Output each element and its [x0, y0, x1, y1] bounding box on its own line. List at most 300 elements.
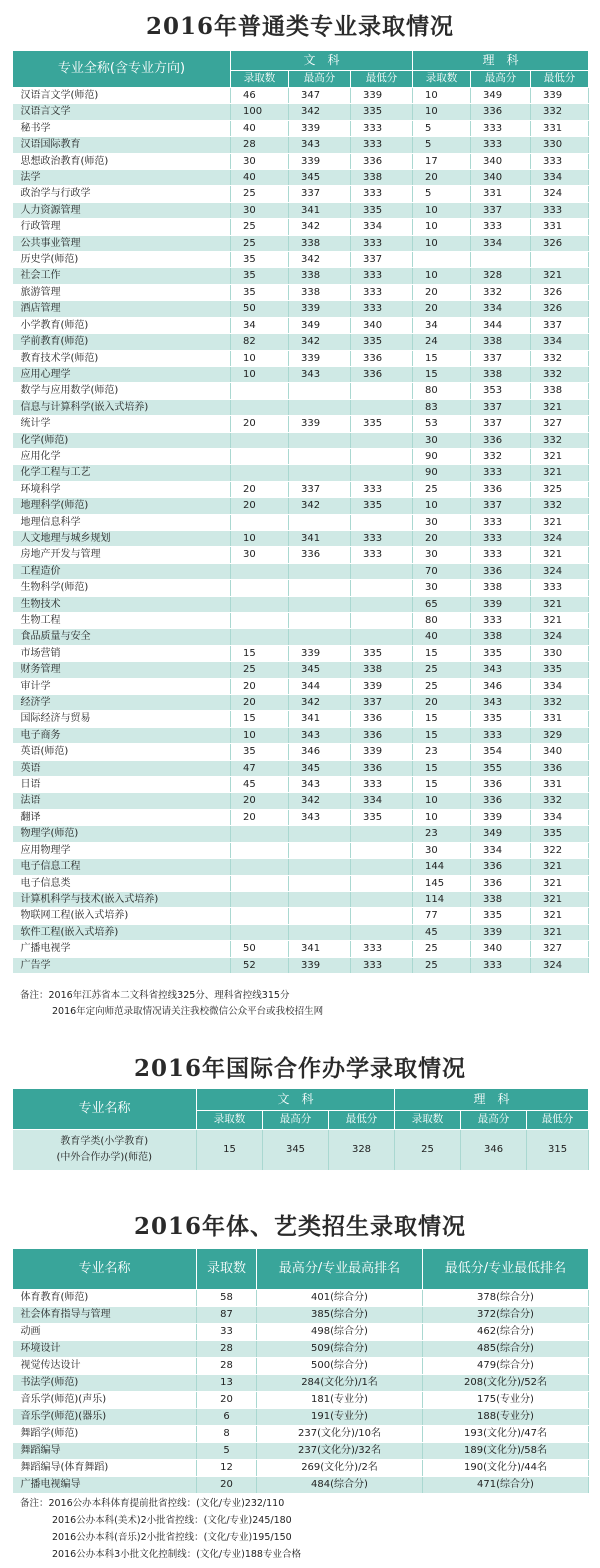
cell-value: 342 [289, 793, 351, 809]
cell-value: 327 [531, 416, 589, 432]
table-row [13, 366, 589, 382]
table-row [13, 1392, 589, 1409]
cell-major: 舞蹈学(师范) [13, 1426, 197, 1443]
cell-major: 电子信息类 [13, 875, 231, 891]
cell-value [351, 826, 413, 842]
cell-value: 80 [413, 383, 471, 399]
cell-value: 40 [413, 629, 471, 645]
cell-value: 15 [231, 711, 289, 727]
cell-value: 333 [471, 219, 531, 235]
cell-value [351, 465, 413, 481]
table-row [13, 859, 589, 875]
cell-value: 339 [351, 88, 413, 104]
cell-value [351, 859, 413, 875]
cell-value [289, 563, 351, 579]
cell-major: 汉语言文学(师范) [13, 88, 231, 104]
cell-value: 332 [531, 793, 589, 809]
cell-value: 325 [531, 481, 589, 497]
cell-value: 332 [531, 695, 589, 711]
table-row [13, 448, 589, 464]
cell-value: 10 [231, 366, 289, 382]
cell-value: 335 [351, 104, 413, 120]
cell-value: 10 [413, 498, 471, 514]
cell-value: 332 [471, 448, 531, 464]
cell-value: 193(文化分)/47名 [423, 1426, 589, 1443]
header-wen: 文 科 [231, 51, 413, 71]
cell-value: 331 [471, 186, 531, 202]
table-row [13, 695, 589, 711]
cell-value: 343 [471, 695, 531, 711]
cell-value: 321 [531, 547, 589, 563]
cell-value: 50 [231, 941, 289, 957]
cell-major: 公共事业管理 [13, 235, 231, 251]
cell-value: 333 [351, 481, 413, 497]
cell-value [351, 842, 413, 858]
cell-value: 175(专业分) [423, 1392, 589, 1409]
table-row [13, 596, 589, 612]
cell-value: 23 [413, 826, 471, 842]
cell-value: 10 [413, 104, 471, 120]
cell-value: 334 [531, 809, 589, 825]
cell-value: 20 [231, 695, 289, 711]
cell-value: 385(综合分) [257, 1307, 423, 1324]
cell-value: 335 [471, 908, 531, 924]
cell-value [231, 514, 289, 530]
cell-value: 338 [471, 366, 531, 382]
table-row [13, 547, 589, 563]
cell-value [231, 563, 289, 579]
major-line-2: (中外合作办学)(师范) [56, 1152, 153, 1163]
cell-value: 333 [351, 957, 413, 973]
cell-value: 336 [471, 875, 531, 891]
cell-value: 336 [471, 563, 531, 579]
cell-value [471, 252, 531, 268]
cell-value [231, 596, 289, 612]
cell-value: 321 [531, 448, 589, 464]
table-row [13, 1358, 589, 1375]
cell-value: 349 [471, 88, 531, 104]
cell-value: 329 [531, 727, 589, 743]
cell-value [351, 596, 413, 612]
cell-value: 191(专业分) [257, 1409, 423, 1426]
table-row [13, 498, 589, 514]
cell-major: 行政管理 [13, 219, 231, 235]
cell-major: 化学工程与工艺 [13, 465, 231, 481]
cell-value: 336 [351, 350, 413, 366]
cell-value: 333 [531, 202, 589, 218]
table-row [13, 760, 589, 776]
cell-major: 广告学 [13, 957, 231, 973]
cell-value: 337 [351, 252, 413, 268]
cell-major: 历史学(师范) [13, 252, 231, 268]
subheader-2: 最低分 [351, 70, 413, 87]
cell-value: 336 [351, 366, 413, 382]
cell-value: 46 [231, 88, 289, 104]
table-row [13, 252, 589, 268]
cell-value: 65 [413, 596, 471, 612]
cell-value: 5 [413, 186, 471, 202]
cell-major: 社会体育指导与管理 [13, 1307, 197, 1324]
cell-value: 33 [197, 1324, 257, 1341]
cell-value: 353 [471, 383, 531, 399]
cell-value: 340 [351, 317, 413, 333]
cell-value: 25 [413, 941, 471, 957]
cell-major: 人力资源管理 [13, 202, 231, 218]
cell-value: 338 [351, 662, 413, 678]
cell-value [351, 432, 413, 448]
table-row [13, 334, 589, 350]
major-line-1: 教育学类(小学教育) [60, 1136, 149, 1147]
cell-value: 333 [351, 268, 413, 284]
cell-value: 10 [413, 809, 471, 825]
note-line: 备注：2016公办本科体育提前批省控线：(文化/专业)232/110 [20, 1498, 285, 1509]
cell-value: 15 [413, 777, 471, 793]
cell-value: 509(综合分) [257, 1341, 423, 1358]
cell-value: 188(专业分) [423, 1409, 589, 1426]
cell-value: 145 [413, 875, 471, 891]
cell-value: 35 [231, 268, 289, 284]
cell-value: 342 [289, 334, 351, 350]
cell-value: 333 [531, 153, 589, 169]
cell-value: 10 [413, 219, 471, 235]
table-row [13, 1341, 589, 1358]
table-row [13, 514, 589, 530]
cell-value: 344 [289, 678, 351, 694]
cell-value: 47 [231, 760, 289, 776]
cell-value: 334 [471, 301, 531, 317]
table-row [13, 284, 589, 300]
header-li: 理 科 [395, 1089, 589, 1111]
cell-value: 331 [531, 777, 589, 793]
cell-value: 17 [413, 153, 471, 169]
cell-value: 335 [351, 416, 413, 432]
cell-value: 334 [531, 334, 589, 350]
cell-value [289, 891, 351, 907]
cell-major: 日语 [13, 777, 231, 793]
cell-value: 333 [351, 186, 413, 202]
cell-value: 20 [231, 809, 289, 825]
subheader-1: 最高分 [289, 70, 351, 87]
cell-value [231, 448, 289, 464]
cell-major: 体育教育(师范) [13, 1290, 197, 1307]
cell-value: 15 [231, 645, 289, 661]
cell-value: 333 [351, 137, 413, 153]
table-row [13, 908, 589, 924]
cell-value: 333 [351, 547, 413, 563]
cell-major: 物联网工程(嵌入式培养) [13, 908, 231, 924]
cell-value: 333 [471, 120, 531, 136]
cell-value: 401(综合分) [257, 1290, 423, 1307]
note-line: 2016公办本科(音乐)2小批省控线：(文化/专业)195/150 [52, 1532, 292, 1543]
cell-value: 30 [413, 580, 471, 596]
cell-value: 340 [531, 744, 589, 760]
cell-value: 45 [231, 777, 289, 793]
cell-major: 舞蹈编导 [13, 1443, 197, 1460]
cell-value: 15 [413, 366, 471, 382]
cell-major: 工程造价 [13, 563, 231, 579]
cell-value: 338 [351, 170, 413, 186]
table-row [13, 777, 589, 793]
cell-value: 15 [413, 711, 471, 727]
cell-value: 190(文化分)/44名 [423, 1460, 589, 1477]
cell-value: 82 [231, 334, 289, 350]
cell-value: 189(文化分)/58名 [423, 1443, 589, 1460]
cell-value: 338 [289, 268, 351, 284]
cell-value: 338 [471, 580, 531, 596]
cell-value [231, 580, 289, 596]
cell-value: 335 [351, 202, 413, 218]
cell-value: 340 [471, 941, 531, 957]
cell-value: 30 [231, 153, 289, 169]
cell-major: 国际经济与贸易 [13, 711, 231, 727]
cell-major: 学前教育(师范) [13, 334, 231, 350]
cell-value [351, 875, 413, 891]
cell-value: 45 [413, 924, 471, 940]
cell-value [289, 399, 351, 415]
cell-value: 333 [471, 613, 531, 629]
cell-value: 333 [351, 941, 413, 957]
cell-value: 339 [471, 809, 531, 825]
cell-major: 英语(师范) [13, 744, 231, 760]
cell-value: 332 [471, 284, 531, 300]
cell-value: 324 [531, 530, 589, 546]
cell-value: 5 [413, 120, 471, 136]
cell-value: 355 [471, 760, 531, 776]
international-admission-table [12, 1088, 589, 1171]
cell-value: 345 [289, 662, 351, 678]
cell-value: 333 [351, 530, 413, 546]
cell-value: 321 [531, 596, 589, 612]
cell-major: 信息与计算科学(嵌入式培养) [13, 399, 231, 415]
cell-value: 345 [289, 170, 351, 186]
table-row [13, 875, 589, 891]
subheader-3: 录取数 [395, 1110, 461, 1129]
cell-major: 法语 [13, 793, 231, 809]
cell-value: 326 [531, 301, 589, 317]
cell-value: 25 [395, 1130, 461, 1171]
cell-value: 335 [471, 645, 531, 661]
cell-value: 13 [197, 1375, 257, 1392]
cell-value [231, 613, 289, 629]
cell-value: 333 [471, 465, 531, 481]
cell-major: 地理科学(师范) [13, 498, 231, 514]
section1-title: 2016年普通类专业录取情况 [145, 13, 454, 40]
cell-value: 90 [413, 448, 471, 464]
cell-value: 334 [351, 793, 413, 809]
cell-value: 335 [531, 826, 589, 842]
table-row [13, 580, 589, 596]
cell-value: 498(综合分) [257, 1324, 423, 1341]
cell-major: 数学与应用数学(师范) [13, 383, 231, 399]
cell-value: 30 [231, 202, 289, 218]
cell-value: 321 [531, 465, 589, 481]
cell-value: 15 [413, 727, 471, 743]
cell-value: 485(综合分) [423, 1341, 589, 1358]
cell-value: 338 [471, 891, 531, 907]
cell-value: 58 [197, 1290, 257, 1307]
cell-value: 342 [289, 252, 351, 268]
cell-value: 343 [289, 366, 351, 382]
table-row [13, 941, 589, 957]
cell-major: 视觉传达设计 [13, 1358, 197, 1375]
cell-value: 15 [413, 760, 471, 776]
cell-major: 社会工作 [13, 268, 231, 284]
cell-major: 应用心理学 [13, 366, 231, 382]
cell-value [289, 514, 351, 530]
cell-value: 20 [413, 695, 471, 711]
cell-value: 10 [413, 202, 471, 218]
cell-value [351, 891, 413, 907]
cell-major: 房地产开发与管理 [13, 547, 231, 563]
table-row [13, 350, 589, 366]
cell-value [231, 908, 289, 924]
cell-value: 336 [471, 777, 531, 793]
cell-value: 324 [531, 957, 589, 973]
cell-value: 269(文化分)/2名 [257, 1460, 423, 1477]
cell-value: 77 [413, 908, 471, 924]
subheader-0: 录取数 [231, 70, 289, 87]
cell-value: 90 [413, 465, 471, 481]
table-row [13, 891, 589, 907]
cell-value: 25 [413, 481, 471, 497]
cell-value: 10 [231, 350, 289, 366]
cell-value: 339 [289, 120, 351, 136]
table-row [13, 399, 589, 415]
table-row [13, 826, 589, 842]
cell-value: 20 [231, 793, 289, 809]
cell-value: 342 [289, 104, 351, 120]
cell-value: 479(综合分) [423, 1358, 589, 1375]
cell-value: 347 [289, 88, 351, 104]
cell-value: 343 [289, 809, 351, 825]
cell-value: 321 [531, 399, 589, 415]
art-sports-admission-table [12, 1248, 589, 1494]
cell-value: 339 [351, 744, 413, 760]
cell-value [351, 629, 413, 645]
table-row [13, 1477, 589, 1494]
cell-value: 181(专业分) [257, 1392, 423, 1409]
cell-major: 食品质量与安全 [13, 629, 231, 645]
cell-value: 471(综合分) [423, 1477, 589, 1494]
cell-value [351, 613, 413, 629]
cell-value: 100 [231, 104, 289, 120]
cell-value: 83 [413, 399, 471, 415]
cell-value: 334 [531, 170, 589, 186]
cell-value: 15 [413, 645, 471, 661]
cell-value: 315 [527, 1130, 589, 1171]
note-line: 2016公办本科(美术)2小批省控线：(文化/专业)245/180 [52, 1515, 292, 1526]
cell-value: 35 [231, 252, 289, 268]
cell-value: 484(综合分) [257, 1477, 423, 1494]
cell-value [351, 514, 413, 530]
cell-value: 332 [531, 432, 589, 448]
cell-value: 30 [413, 432, 471, 448]
cell-value [231, 924, 289, 940]
cell-value: 333 [351, 777, 413, 793]
cell-value: 30 [413, 842, 471, 858]
table-row [13, 120, 589, 136]
table-row [13, 1307, 589, 1324]
cell-value: 344 [471, 317, 531, 333]
cell-value: 321 [531, 924, 589, 940]
cell-value: 5 [413, 137, 471, 153]
table-row [13, 235, 589, 251]
cell-value: 25 [231, 662, 289, 678]
cell-value: 334 [351, 219, 413, 235]
cell-value: 339 [471, 924, 531, 940]
cell-value: 10 [413, 268, 471, 284]
subheader-4: 最高分 [461, 1110, 527, 1129]
cell-value: 336 [471, 432, 531, 448]
cell-value: 336 [351, 727, 413, 743]
cell-major: 思想政治教育(师范) [13, 153, 231, 169]
cell-value [231, 399, 289, 415]
cell-value: 321 [531, 613, 589, 629]
cell-major: 动画 [13, 1324, 197, 1341]
cell-value: 20 [413, 530, 471, 546]
cell-value [289, 908, 351, 924]
cell-value: 335 [351, 645, 413, 661]
cell-value: 342 [289, 498, 351, 514]
cell-value [289, 465, 351, 481]
cell-value: 70 [413, 563, 471, 579]
cell-value: 20 [231, 416, 289, 432]
table-row [13, 613, 589, 629]
cell-value [531, 252, 589, 268]
cell-value: 338 [289, 235, 351, 251]
cell-value: 321 [531, 875, 589, 891]
table-row [13, 416, 589, 432]
cell-value: 40 [231, 170, 289, 186]
table-row [13, 383, 589, 399]
cell-value: 342 [289, 219, 351, 235]
section3-title: 2016年体、艺类招生录取情况 [133, 1213, 466, 1240]
header-1: 录取数 [197, 1249, 257, 1290]
table-row [13, 153, 589, 169]
cell-value: 336 [351, 153, 413, 169]
cell-value: 339 [531, 88, 589, 104]
cell-value: 337 [289, 481, 351, 497]
cell-value [231, 842, 289, 858]
cell-major: 经济学 [13, 695, 231, 711]
cell-value: 345 [289, 760, 351, 776]
cell-value: 20 [413, 170, 471, 186]
cell-value: 10 [413, 793, 471, 809]
cell-major: 计算机科学与技术(嵌入式培养) [13, 891, 231, 907]
cell-value: 336 [531, 760, 589, 776]
cell-major: 物理学(师范) [13, 826, 231, 842]
cell-value: 53 [413, 416, 471, 432]
cell-value: 114 [413, 891, 471, 907]
cell-value: 339 [289, 301, 351, 317]
cell-value: 28 [197, 1341, 257, 1358]
cell-value: 337 [351, 695, 413, 711]
header-3: 最低分/专业最低排名 [423, 1249, 589, 1290]
table-row [13, 530, 589, 546]
cell-value: 5 [197, 1443, 257, 1460]
cell-value: 337 [471, 498, 531, 514]
cell-major: 环境设计 [13, 1341, 197, 1358]
subheader-4: 最高分 [471, 70, 531, 87]
cell-major: 审计学 [13, 678, 231, 694]
cell-value: 52 [231, 957, 289, 973]
cell-major: 汉语国际教育 [13, 137, 231, 153]
general-admission-table [12, 50, 589, 974]
cell-value [289, 613, 351, 629]
cell-value: 321 [531, 859, 589, 875]
cell-value: 208(文化分)/52名 [423, 1375, 589, 1392]
cell-value: 332 [531, 104, 589, 120]
